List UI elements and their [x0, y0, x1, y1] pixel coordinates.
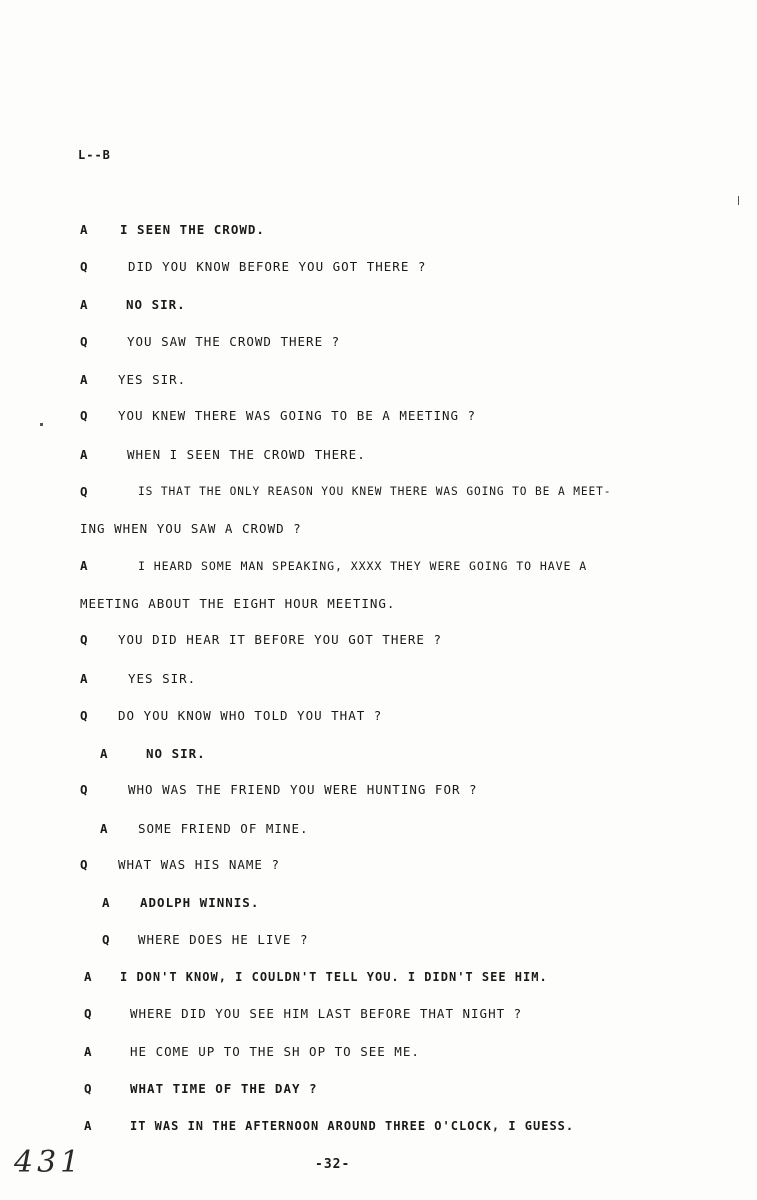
handwritten-page-number: 431 — [14, 1145, 84, 1180]
line-text: I SEEN THE CROWD. — [120, 222, 265, 237]
line-text: YOU SAW THE CROWD THERE ? — [127, 334, 341, 349]
speaker-label: A — [100, 821, 109, 836]
speaker-label: A — [80, 447, 89, 462]
line-text: YOU DID HEAR IT BEFORE YOU GOT THERE ? — [118, 632, 442, 647]
line-text: YES SIR. — [128, 671, 197, 686]
line-text: NO SIR. — [146, 746, 206, 761]
line-text: WHAT WAS HIS NAME ? — [118, 857, 280, 872]
line-text: IT WAS IN THE AFTERNOON AROUND THREE O'CLOCK, I GUESS. — [130, 1119, 575, 1133]
line-text: WHAT TIME OF THE DAY ? — [130, 1081, 318, 1096]
line-text: YOU KNEW THERE WAS GOING TO BE A MEETING ? — [118, 408, 477, 423]
speaker-label: A — [80, 372, 89, 387]
speaker-label: A — [80, 222, 89, 237]
speaker-label: Q — [80, 408, 89, 423]
section-header: L--B — [78, 148, 111, 162]
speaker-label: A — [84, 1118, 93, 1133]
speaker-label: Q — [80, 259, 89, 274]
scan-speck — [738, 196, 739, 205]
line-text: WHERE DID YOU SEE HIM LAST BEFORE THAT NIGHT ? — [130, 1006, 523, 1021]
speaker-label: Q — [84, 1081, 93, 1096]
speaker-label: Q — [84, 1006, 93, 1021]
line-text: ING WHEN YOU SAW A CROWD ? — [80, 521, 302, 536]
line-text: I DON'T KNOW, I COULDN'T TELL YOU. I DIDN'T SEE HIM. — [120, 970, 548, 984]
speaker-label: Q — [80, 334, 89, 349]
speaker-label: A — [80, 297, 89, 312]
line-text: SOME FRIEND OF MINE. — [138, 821, 309, 836]
speaker-label: A — [102, 895, 111, 910]
speaker-label: Q — [80, 632, 89, 647]
line-text: WHEN I SEEN THE CROWD THERE. — [127, 447, 366, 462]
line-text: YES SIR. — [118, 372, 187, 387]
line-text: DID YOU KNOW BEFORE YOU GOT THERE ? — [128, 259, 427, 274]
speaker-label: Q — [102, 932, 111, 947]
line-text: WHO WAS THE FRIEND YOU WERE HUNTING FOR ? — [128, 782, 478, 797]
line-text: ADOLPH WINNIS. — [140, 895, 260, 910]
line-text: MEETING ABOUT THE EIGHT HOUR MEETING. — [80, 596, 396, 611]
speaker-label: A — [84, 969, 93, 984]
line-text: HE COME UP TO THE SH OP TO SEE ME. — [130, 1044, 420, 1059]
line-text: IS THAT THE ONLY REASON YOU KNEW THERE WAS GOING TO BE A MEET- — [138, 485, 612, 498]
speaker-label: A — [84, 1044, 93, 1059]
speaker-label: Q — [80, 782, 89, 797]
speaker-label: Q — [80, 484, 89, 499]
speaker-label: Q — [80, 708, 89, 723]
line-text: DO YOU KNOW WHO TOLD YOU THAT ? — [118, 708, 383, 723]
line-text: I HEARD SOME MAN SPEAKING, XXXX THEY WERE GOING TO HAVE A — [138, 559, 588, 573]
speaker-label: A — [80, 671, 89, 686]
scan-speck — [40, 423, 43, 426]
speaker-label: Q — [80, 857, 89, 872]
speaker-label: A — [100, 746, 109, 761]
line-text: NO SIR. — [126, 297, 186, 312]
speaker-label: A — [80, 558, 89, 573]
line-text: WHERE DOES HE LIVE ? — [138, 932, 309, 947]
page-number: -32- — [315, 1157, 351, 1172]
